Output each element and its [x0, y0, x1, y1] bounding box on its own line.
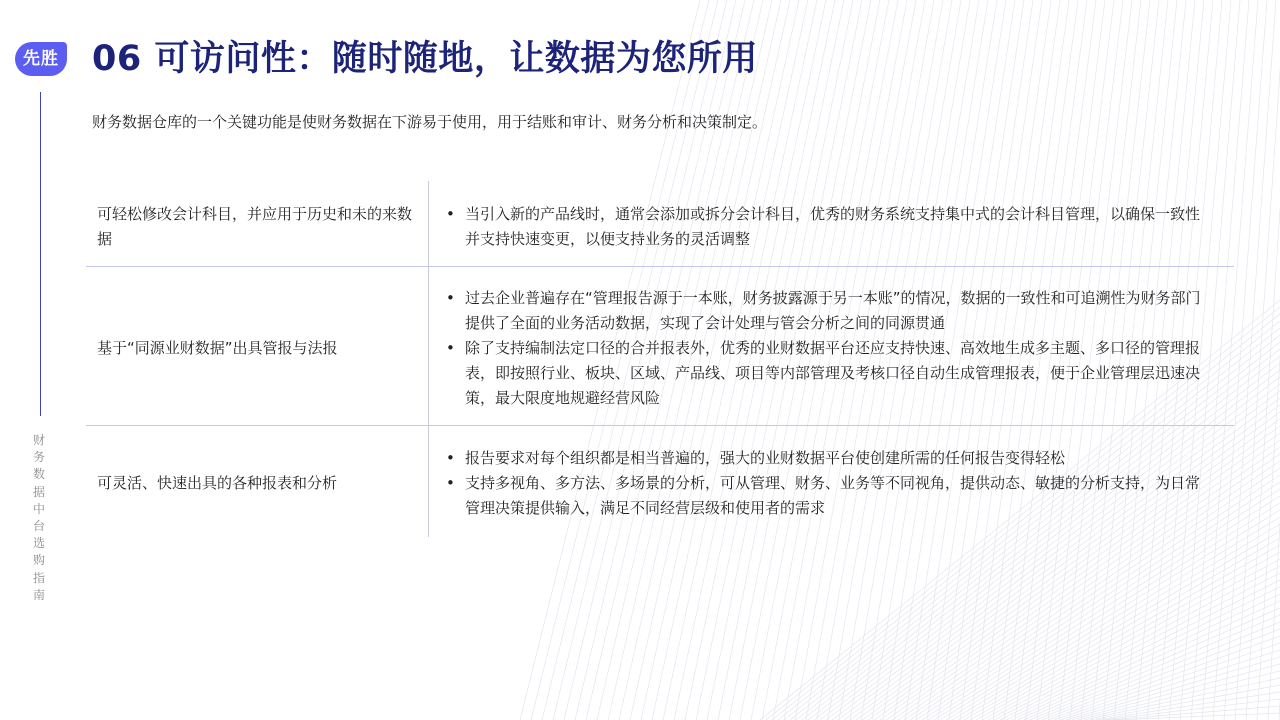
background-line: [982, 559, 1280, 720]
background-line: [970, 545, 1280, 720]
background-line: [1224, 0, 1276, 720]
background-line: [814, 363, 1280, 720]
background-line: [826, 377, 1280, 720]
row-bullet-list: [445, 286, 1205, 411]
table-row-divider: [86, 266, 1234, 267]
table-row-divider: [86, 425, 1234, 426]
background-line: [1078, 671, 1280, 720]
background-line: [1060, 650, 1280, 720]
background-line: [832, 384, 1280, 720]
background-line: [946, 517, 1280, 720]
background-line: [1108, 706, 1280, 720]
background-line: [934, 503, 1280, 720]
page-title: 06 可访问性：随时随地，让数据为您所用: [92, 39, 758, 79]
row-label: 可灵活、快速出具的各种报表和分析: [97, 474, 338, 492]
background-line: [952, 524, 1280, 720]
background-line: [1042, 629, 1280, 720]
background-line: [1096, 692, 1280, 720]
bullet-item: • 支持多视角、多方法、多场景的分析，可从管理、财务、业务等不同视角，提供动态、敏捷的分析支持，为日常管理决策提供输入，满足不同经营层级和使用者的需求: [445, 471, 1205, 521]
background-line: [1000, 580, 1280, 720]
background-line: [1246, 0, 1280, 720]
background-line: [1048, 636, 1280, 720]
bullet-item: • 报告要求对每个组织都是相当普遍的，强大的业财数据平台使创建所需的任何报告变得轻松: [445, 446, 1205, 471]
background-line: [1114, 713, 1280, 720]
background-line: [838, 391, 1280, 720]
intro-paragraph: 财务数据仓库的一个关键功能是使财务数据在下游易于使用，用于结账和审计、财务分析和决策制定。: [92, 113, 768, 131]
row-bullet-list: [445, 202, 1205, 252]
brand-logo-badge: 先胜: [15, 42, 67, 76]
row-label: 可轻松修改会计科目，并应用于历史和未的来数据: [97, 205, 413, 248]
background-line: [1084, 678, 1280, 720]
sidebar-vertical-caption: 财务数据中台选购指南: [32, 433, 45, 602]
background-line: [958, 531, 1280, 720]
background-line: [1012, 594, 1280, 720]
background-line: [1036, 622, 1280, 720]
background-line: [1213, 0, 1267, 720]
background-line: [820, 370, 1280, 720]
background-line: [1268, 0, 1280, 720]
row-bullet-list: [445, 446, 1205, 521]
background-line: [964, 538, 1280, 720]
background-line: [1024, 608, 1280, 720]
background-line: [1102, 699, 1280, 720]
bullet-item: • 除了支持编制法定口径的合并报表外，优秀的业财数据平台还应支持快速、高效地生成多主题、多口径的管理报表，即按照行业、板块、区域、产品线、项目等内部管理及考核口径自动生成管理报表，便于企业管理层迅速决策，最大限度地规避经营风险: [445, 336, 1205, 411]
background-line: [1090, 685, 1280, 720]
background-line: [1030, 615, 1280, 720]
background-line: [1018, 601, 1280, 720]
table-column-divider: [428, 181, 429, 537]
background-line: [940, 510, 1280, 720]
row-label: 基于“同源业财数据”出具管报与法报: [97, 339, 338, 357]
sidebar-vertical-rule: [40, 92, 41, 416]
background-line: [1054, 643, 1280, 720]
background-line: [1235, 0, 1280, 720]
bullet-item: • 当引入新的产品线时，通常会添加或拆分会计科目，优秀的财务系统支持集中式的会计科目管理，以确保一致性并支持快速变更，以便支持业务的灵活调整: [445, 202, 1205, 252]
background-line: [922, 489, 1280, 720]
background-line: [1066, 657, 1280, 720]
background-line: [988, 566, 1280, 720]
background-line: [1202, 0, 1258, 720]
background-line: [1006, 587, 1280, 720]
background-line: [1072, 664, 1280, 720]
background-line: [994, 573, 1280, 720]
background-line: [1257, 0, 1280, 720]
background-line: [928, 496, 1280, 720]
background-line: [976, 552, 1280, 720]
bullet-item: • 过去企业普遍存在“管理报告源于一本账，财务披露源于另一本账”的情况，数据的一致性和可追溯性为财务部门提供了全面的业务活动数据，实现了会计处理与管会分析之间的同源贯通: [445, 286, 1205, 336]
